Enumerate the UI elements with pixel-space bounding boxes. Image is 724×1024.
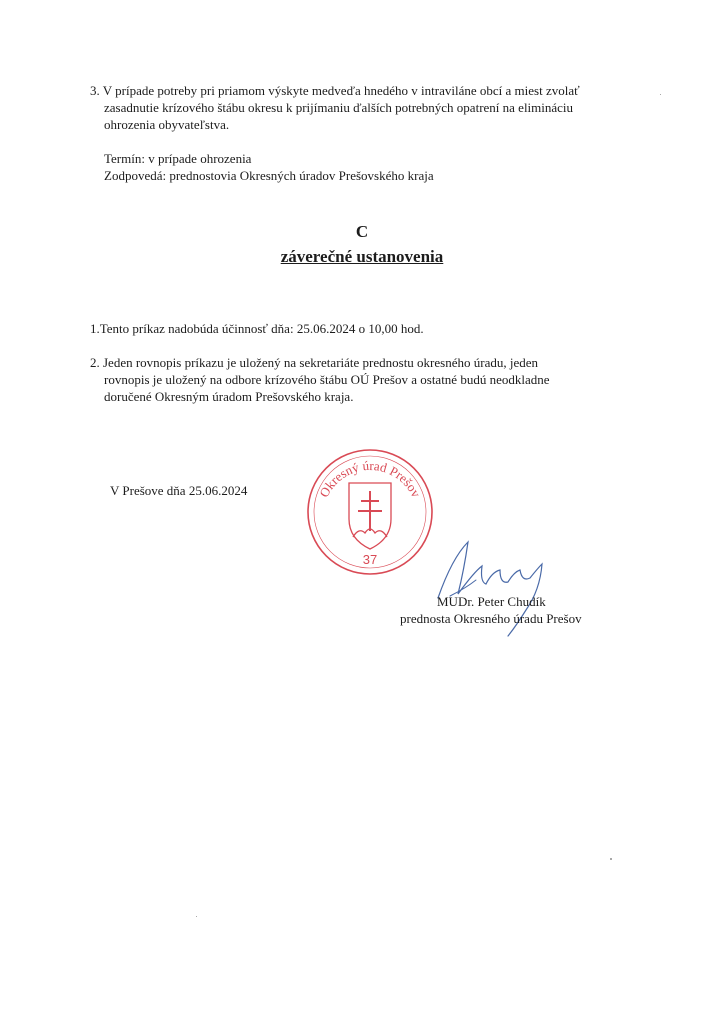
signatory-name: MUDr. Peter Chudík <box>437 594 546 609</box>
responsible-line: Zodpovedá: prednostovia Okresných úradov Prešovského kraja <box>104 168 434 183</box>
stamp-text: Okresný úrad Prešov <box>316 457 424 500</box>
point3-line3: ohrozenia obyvateľstva. <box>104 117 230 132</box>
section-letter: C <box>355 222 369 241</box>
term-line: Termín: v prípade ohrozenia <box>104 151 252 166</box>
place-date: V Prešove dňa 25.06.2024 <box>110 483 248 498</box>
official-stamp <box>305 447 435 577</box>
section-title: záverečné ustanovenia <box>280 247 444 266</box>
scan-speck <box>196 916 197 917</box>
scan-speck <box>660 94 661 95</box>
point3-line1: 3. V prípade potreby pri priamom výskyte medveďa hnedého v intraviláne obcí a miest zvolať <box>90 83 580 98</box>
coat-of-arms-icon <box>349 483 391 549</box>
item2-line2: rovnopis je uložený na odbore krízového štábu OÚ Prešov a ostatné budú neodkladne <box>104 372 550 387</box>
item2-line3: doručené Okresným úradom Prešovského kraja. <box>104 389 354 404</box>
scan-speck <box>610 858 612 860</box>
item2-line1: 2. Jeden rovnopis príkazu je uložený na sekretariáte prednostu okresného úradu, jeden <box>90 355 538 370</box>
signatory-title: prednosta Okresného úradu Prešov <box>400 611 582 626</box>
item1-line: 1.Tento príkaz nadobúda účinnosť dňa: 25.06.2024 o 10,00 hod. <box>90 321 424 336</box>
point3-line2: zasadnutie krízového štábu okresu k prijímaniu ďalších potrebných opatrení na elimináciu <box>104 100 574 115</box>
stamp-number: 37 <box>362 552 378 567</box>
